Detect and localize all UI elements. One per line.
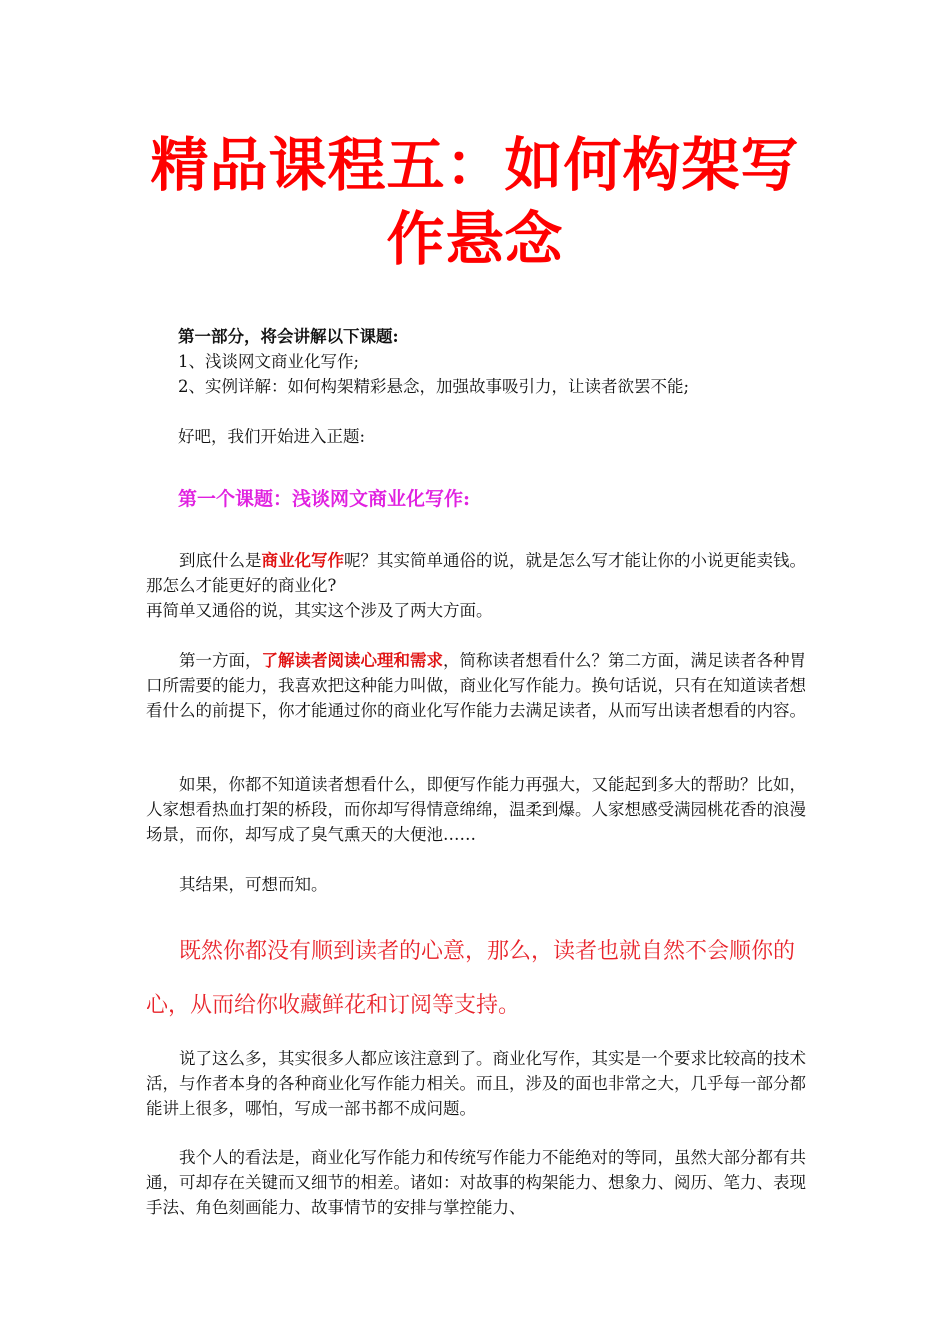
intro-item-2: 2、实例详解：如何构架精彩悬念，加强故事吸引力，让读者欲罢不能;	[178, 377, 690, 396]
intro-start: 好吧，我们开始进入正题:	[178, 427, 366, 446]
paragraph-4-text: 其结果，可想而知。	[179, 875, 328, 894]
document-title	[120, 128, 830, 276]
paragraph-2-highlight: 了解读者阅读心理和需求	[261, 651, 443, 670]
spacer	[178, 399, 818, 424]
intro-block	[178, 324, 818, 449]
title-line-2: 作悬念	[386, 205, 564, 273]
paragraph-1	[146, 548, 806, 598]
paragraph-3-text: 如果，你都不知道读者想看什么，即便写作能力再强大，又能起到多大的帮助？比如，人家想看热血打架的桥段，而你却写得情意绵绵，温柔到爆。人家想感受满园桃花香的浪漫场景，而你，却写成了臭气熏天的大便池……	[146, 775, 806, 844]
section-heading	[178, 484, 470, 514]
paragraph-2-post: ，简称读者想看什么？第二方面，满足读者各种胃口所需要的能力，我喜欢把这种能力叫做，商业化写作能力。换句话说，只有在知道读者想看什么的前提下，你才能通过你的商业化写作能力去满足读者，从而写出读者想看的内容。	[146, 651, 806, 720]
intro-item-1: 1、浅谈网文商业化写作;	[178, 352, 360, 371]
paragraph-2-pre: 第一方面，	[179, 651, 262, 670]
paragraph-5-text: 说了这么多，其实很多人都应该注意到了。商业化写作，其实是一个要求比较高的技术活，与作者本身的各种商业化写作能力相关。而且，涉及的面也非常之大，几乎每一部分都能讲上很多，哪怕，写成一部书都不成问题。	[146, 1049, 806, 1118]
paragraph-6-text: 我个人的看法是，商业化写作能力和传统写作能力不能绝对的等同，虽然大部分都有共通，可却存在关键而又细节的相差。诸如：对故事的构架能力、想象力、阅历、笔力、表现手法、角色刻画能力、故事情节的安排与掌控能力、	[146, 1148, 806, 1217]
title-line-1: 精品课程五：如何构架写	[150, 131, 800, 199]
paragraph-1-line-2-text: 再简单又通俗的说，其实这个涉及了两大方面。	[146, 601, 493, 620]
paragraph-2	[146, 648, 806, 723]
paragraph-3	[146, 772, 806, 847]
paragraph-6	[146, 1145, 806, 1220]
emphasis-text: 既然你都没有顺到读者的心意，那么，读者也就自然不会顺你的心，从而给你收藏鲜花和订阅等支持。	[146, 939, 796, 1018]
paragraph-1-post: 呢？其实简单通俗的说，就是怎么写才能让你的小说更能卖钱。那怎么才能更好的商业化?	[146, 551, 806, 595]
paragraph-1-pre: 到底什么是	[179, 551, 262, 570]
section-heading-text: 第一个课题：浅谈网文商业化写作:	[178, 488, 471, 510]
paragraph-1-line-2	[146, 598, 806, 623]
paragraph-1-highlight: 商业化写作	[261, 551, 344, 570]
paragraph-4	[146, 872, 806, 897]
intro-heading: 第一部分，将会讲解以下课题:	[178, 327, 399, 346]
emphasis-paragraph	[146, 925, 826, 1033]
paragraph-5	[146, 1046, 806, 1121]
